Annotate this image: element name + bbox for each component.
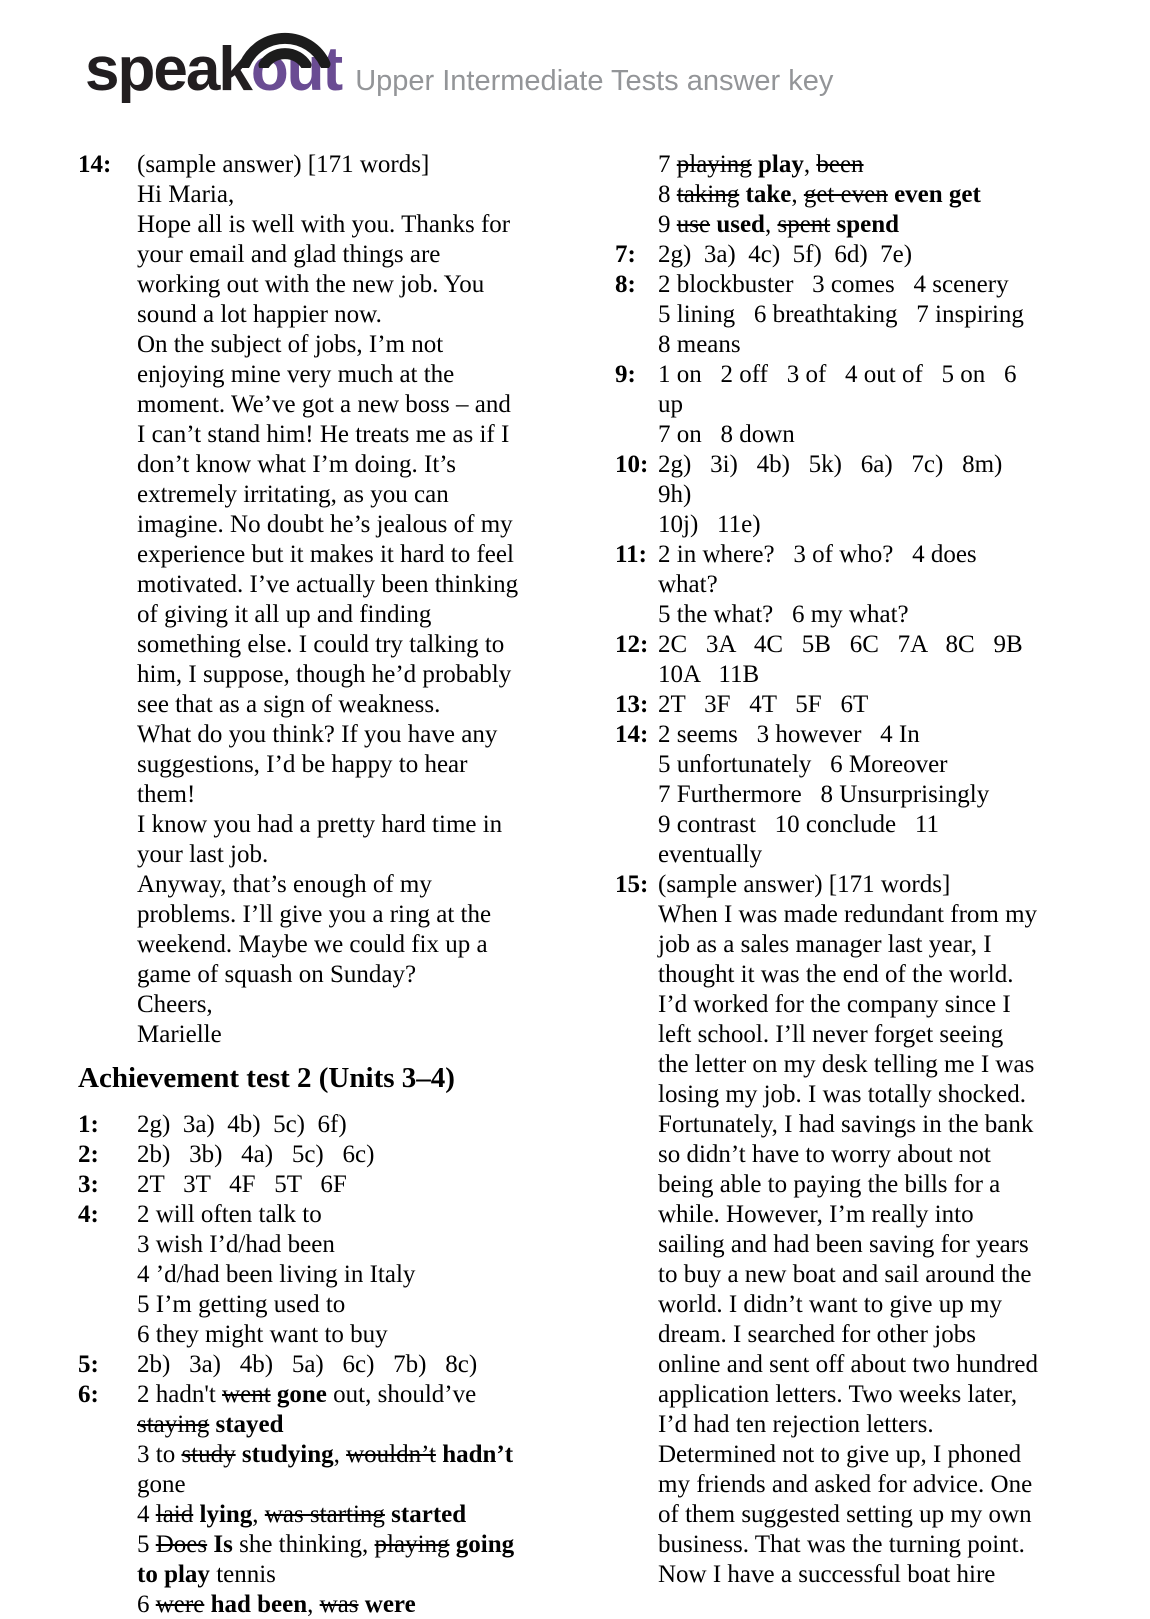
text-line: 8 means [658,331,741,358]
entry-number: 13: [615,691,649,718]
wifi-arcs-icon [235,22,335,68]
text-line: the letter on my desk telling me I was [658,1051,1035,1078]
speakout-logo [85,34,341,106]
text-line: online and sent off about two hundred [658,1351,1039,1378]
text-line: 2 hadn't went gone out, should’ve [137,1381,477,1408]
text-line: being able to paying the bills for a [658,1171,1001,1198]
text-line: while. However, I’m really into [658,1201,974,1228]
text-line: 8 taking take, get even even get [658,181,981,208]
text-line: 2b) 3b) 4a) 5c) 6c) [137,1141,375,1168]
entry-content [658,450,1002,540]
text-line: problems. I’ll give you a ring at the [137,901,492,928]
text-line: 7 on 8 down [658,421,795,448]
entry-number: 8: [615,271,636,298]
text-line: Fortunately, I had savings in the bank [658,1111,1034,1138]
answer-entry [78,1110,578,1140]
text-line: 1 on 2 off 3 of 4 out of 5 on 6 [658,361,1017,388]
text-line: suggestions, I’d be happy to hear [137,751,468,778]
text-line: 2 blockbuster 3 comes 4 scenery [658,271,1009,298]
text-line: 9h) [658,481,692,508]
answer-entry [78,1380,578,1619]
text-line: thought it was the end of the world. [658,961,1014,988]
entry-content [658,150,981,240]
text-line: see that as a sign of weakness. [137,691,441,718]
entry-number: 11: [615,541,647,568]
text-line: weekend. Maybe we could fix up a [137,931,488,958]
text-line: I’d had ten rejection letters. [658,1411,934,1438]
answer-entry [78,150,578,1050]
answer-entry [615,630,1115,690]
text-line: them! [137,781,196,808]
text-line: game of squash on Sunday? [137,961,417,988]
entry-number: 12: [615,631,649,658]
text-line: up [658,391,683,418]
page-header [85,34,833,106]
entry-number [615,150,658,180]
text-line: (sample answer) [171 words] [658,871,951,898]
text-line: moment. We’ve got a new boss – and [137,391,511,418]
text-line: job as a sales manager last year, I [658,931,992,958]
text-line: working out with the new job. You [137,271,485,298]
text-line: (sample answer) [171 words] [137,151,430,178]
entry-number: 9: [615,361,636,388]
answer-entry [78,1200,578,1350]
logo-text-speak: speak [85,35,251,104]
entry-number: 14: [615,721,649,748]
text-line: 10j) 11e) [658,511,761,538]
left-column [78,150,578,1619]
text-line: Hope all is well with you. Thanks for [137,211,511,238]
entry-number: 6: [78,1381,99,1408]
text-line: 2 seems 3 however 4 In [658,721,920,748]
text-line: Hi Maria, [137,181,235,208]
text-line: to buy a new boat and sail around the [658,1261,1032,1288]
entry-number: 10: [615,451,649,478]
text-line: your email and glad things are [137,241,441,268]
text-line: business. That was the turning point. [658,1531,1025,1558]
text-line: 5 Does Is she thinking, playing going [137,1531,515,1558]
text-line: him, I suppose, though he’d probably [137,661,512,688]
text-line: gone [137,1471,186,1498]
entry-number: 5: [78,1351,99,1378]
entry-number: 2: [78,1141,99,1168]
text-line: Marielle [137,1021,222,1048]
answer-entry [615,720,1115,870]
entry-content [137,1350,477,1380]
entry-number: 3: [78,1171,99,1198]
entry-content [658,540,977,630]
text-line: motivated. I’ve actually been thinking [137,571,519,598]
answer-entry [615,690,1115,720]
logo-text-out: out [250,35,342,104]
text-line: I know you had a pretty hard time in [137,811,503,838]
text-line: 6 were had been, was were [137,1591,416,1618]
text-line: 9 use used, spent spend [658,211,900,238]
text-line: extremely irritating, as you can [137,481,449,508]
text-line: 5 unfortunately 6 Moreover [658,751,948,778]
text-line: What do you think? If you have any [137,721,498,748]
text-line: sound a lot happier now. [137,301,382,328]
text-line: 6 they might want to buy [137,1321,388,1348]
entry-content [137,1110,347,1140]
text-line: 10A 11B [658,661,760,688]
text-line: 5 lining 6 breathtaking 7 inspiring [658,301,1024,328]
answer-entry [615,360,1115,450]
text-line: world. I didn’t want to give up my [658,1291,1002,1318]
text-line: left school. I’ll never forget seeing [658,1021,1004,1048]
text-line: imagine. No doubt he’s jealous of my [137,511,513,538]
text-line: staying stayed [137,1411,284,1438]
text-line: Cheers, [137,991,213,1018]
answer-entry [615,150,1115,240]
answer-entry [615,450,1115,540]
entry-number: 4: [78,1201,99,1228]
entry-number: 15: [615,871,649,898]
text-line: application letters. Two weeks later, [658,1381,1018,1408]
section-heading: Achievement test 2 (Units 3–4) [78,1062,455,1094]
entry-content [658,240,912,270]
text-line: Determined not to give up, I phoned [658,1441,1022,1468]
entry-content [658,870,1038,1590]
text-line: Anyway, that’s enough of my [137,871,432,898]
answer-entry [615,270,1115,360]
answer-entry [615,240,1115,270]
text-line: experience but it makes it hard to feel [137,541,514,568]
text-line: dream. I searched for other jobs [658,1321,976,1348]
text-line: 2T 3F 4T 5F 6T [658,691,869,718]
text-line: 7 Furthermore 8 Unsurprisingly [658,781,990,808]
entry-content [137,1380,514,1619]
text-line: 9 contrast 10 conclude 11 [658,811,939,838]
entry-number: 7: [615,241,636,268]
entry-content [137,1200,415,1350]
text-line: losing my job. I was totally shocked. [658,1081,1027,1108]
text-line: On the subject of jobs, I’m not [137,331,444,358]
text-line: 3 to study studying, wouldn’t hadn’t [137,1441,514,1468]
text-line: 2g) 3i) 4b) 5k) 6a) 7c) 8m) [658,451,1003,478]
text-line: my friends and asked for advice. One [658,1471,1033,1498]
entry-content [658,720,989,870]
text-line: sailing and had been saving for years [658,1231,1029,1258]
answer-entry [615,870,1115,1590]
entry-content [658,270,1024,360]
text-line: something else. I could try talking to [137,631,505,658]
text-line: 4 laid lying, was starting started [137,1501,467,1528]
text-line: 5 the what? 6 my what? [658,601,909,628]
text-line: 2T 3T 4F 5T 6F [137,1171,347,1198]
text-line: Now I have a successful boat hire [658,1561,996,1588]
entry-content [658,360,1017,450]
text-line: 7 playing play, been [658,151,864,178]
text-line: 5 I’m getting used to [137,1291,346,1318]
text-line: 3 wish I’d/had been [137,1231,335,1258]
page-subtitle: Upper Intermediate Tests answer key [355,65,834,97]
answer-entry [78,1170,578,1200]
entry-number: 1: [78,1111,99,1138]
text-line: so didn’t have to worry about not [658,1141,991,1168]
text-line: of them suggested setting up my own [658,1501,1032,1528]
entry-number: 14: [78,151,112,178]
text-line: eventually [658,841,763,868]
answer-entry [78,1140,578,1170]
text-line: 4 ’d/had been living in Italy [137,1261,416,1288]
answer-entry [615,540,1115,630]
text-line: 2 will often talk to [137,1201,322,1228]
right-column [615,150,1115,1590]
text-line: 2g) 3a) 4c) 5f) 6d) 7e) [658,241,913,268]
text-line: 2g) 3a) 4b) 5c) 6f) [137,1111,347,1138]
text-line: enjoying mine very much at the [137,361,455,388]
entry-content [137,150,518,1050]
text-line: I can’t stand him! He treats me as if I [137,421,510,448]
text-line: When I was made redundant from my [658,901,1038,928]
text-line: to play tennis [137,1561,276,1588]
text-line: of giving it all up and finding [137,601,432,628]
entry-content [658,690,868,720]
entry-content [137,1140,374,1170]
text-line: don’t know what I’m doing. It’s [137,451,456,478]
text-line: your last job. [137,841,269,868]
answer-entry [78,1350,578,1380]
text-line: 2 in where? 3 of who? 4 does [658,541,977,568]
text-line: 2b) 3a) 4b) 5a) 6c) 7b) 8c) [137,1351,478,1378]
entry-content [137,1170,347,1200]
entry-content [658,630,1023,690]
text-line: 2C 3A 4C 5B 6C 7A 8C 9B [658,631,1023,658]
text-line: I’d worked for the company since I [658,991,1011,1018]
text-line: what? [658,571,718,598]
